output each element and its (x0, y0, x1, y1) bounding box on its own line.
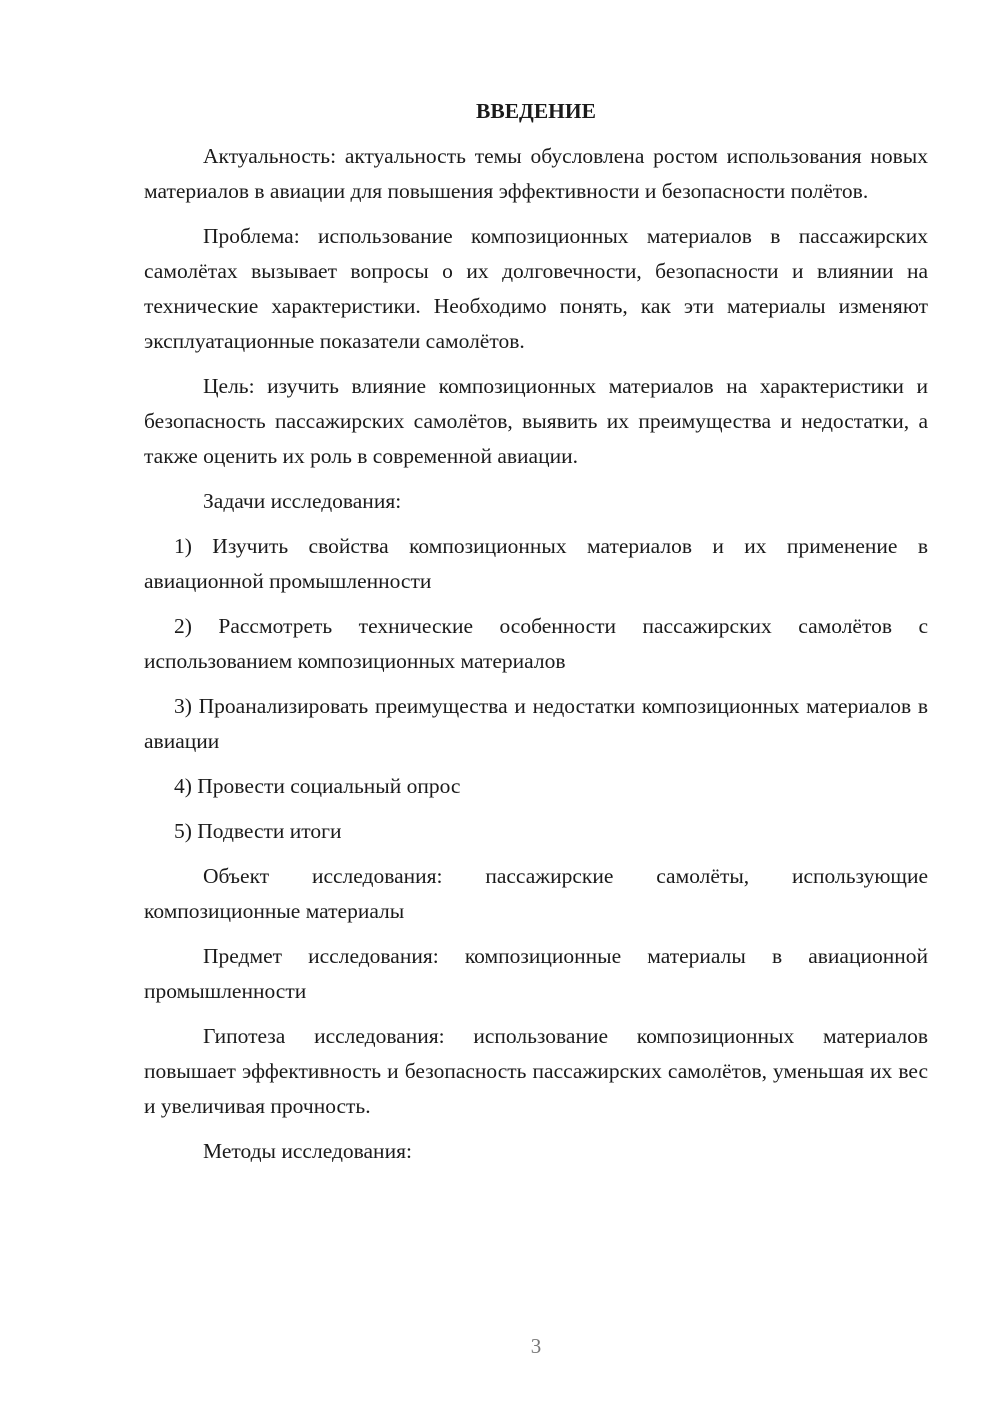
task-item-4: 4) Провести социальный опрос (174, 774, 461, 798)
tasks-heading: Задачи исследования: (203, 489, 402, 513)
page-number: 3 (530, 1334, 542, 1358)
paragraph-subject: Предмет исследования: композиционные материалы в авиационной промышленности (144, 944, 928, 1003)
paragraph-relevance: Актуальность: актуальность темы обусловлена ростом использования новых материалов в авиации для повышения эффективности и безопасности полётов. (144, 144, 928, 203)
task-item-2: 2) Рассмотреть технические особенности пассажирских самолётов с использованием композиционных материалов (144, 614, 928, 673)
task-item-1: 1) Изучить свойства композиционных материалов и их применение в авиационной промышленности (144, 534, 928, 593)
task-item-3: 3) Проанализировать преимущества и недостатки композиционных материалов в авиации (144, 694, 928, 753)
page-title: ВВЕДЕНИЕ (476, 99, 596, 123)
paragraph-goal: Цель: изучить влияние композиционных материалов на характеристики и безопасность пассажирских самолётов, выявить их преимущества и недостатки, а также оценить их роль в современной авиации. (144, 374, 928, 468)
paragraph-problem: Проблема: использование композиционных материалов в пассажирских самолётах вызывает вопросы о их долговечности, безопасности и влиянии на технические характеристики. Необходимо понять, как эти материалы изменяют эксплуатационные показатели самолётов. (144, 224, 928, 353)
paragraph-methods: Методы исследования: (203, 1139, 412, 1163)
document-page (144, 94, 928, 1179)
paragraph-object: Объект исследования: пассажирские самолёты, использующие композиционные материалы (144, 864, 928, 923)
task-item-5: 5) Подвести итоги (174, 819, 342, 843)
paragraph-hypothesis: Гипотеза исследования: использование композиционных материалов повышает эффективность и безопасность пассажирских самолётов, уменьшая их вес и увеличивая прочность. (144, 1024, 928, 1118)
